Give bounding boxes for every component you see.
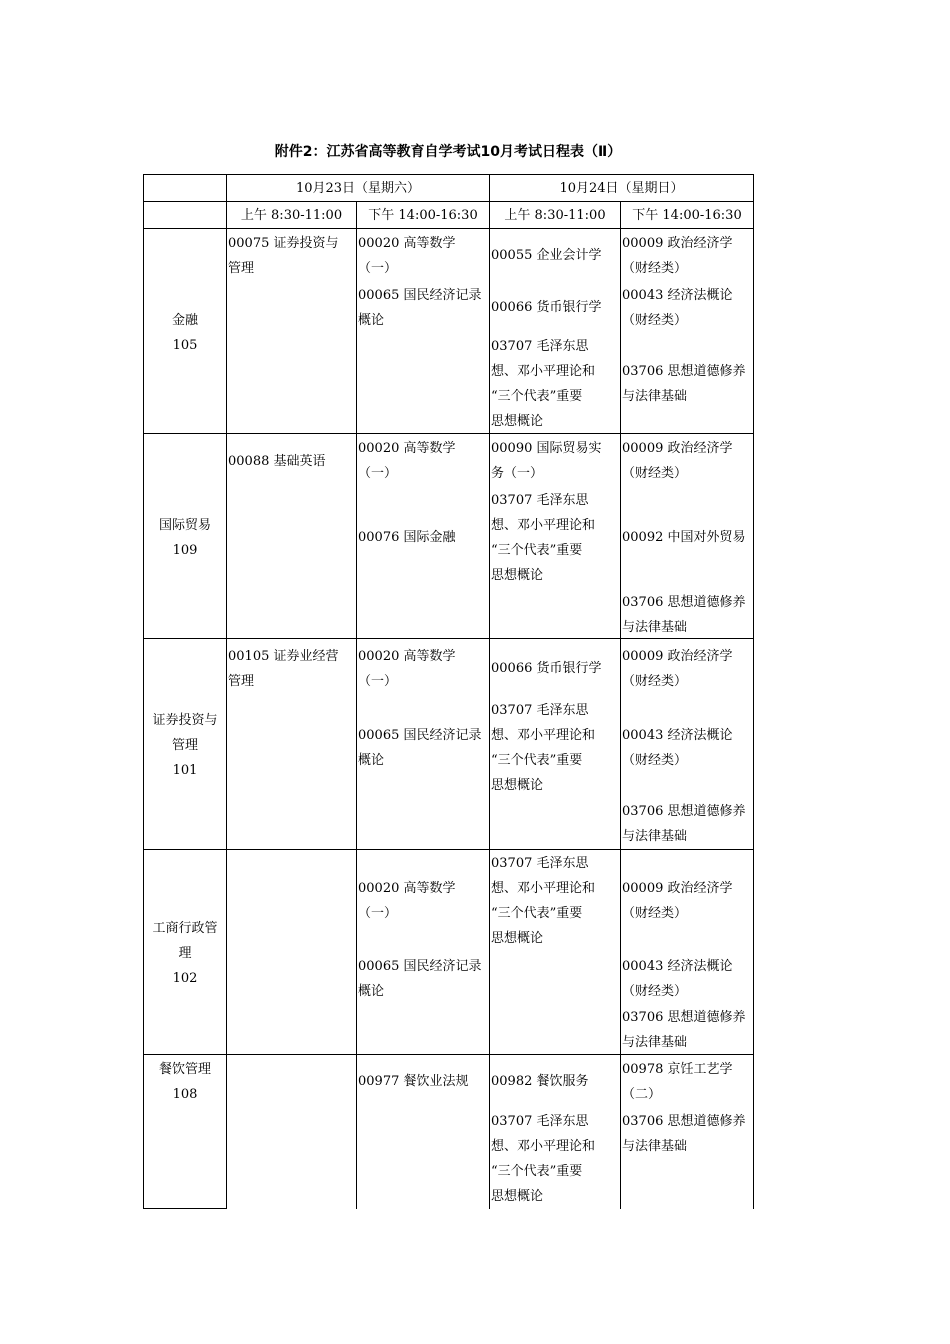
exam-entry: 00090 国际贸易实 务（一） xyxy=(491,441,602,481)
table-rule xyxy=(143,228,754,229)
exam-entry: 00043 经济法概论 （财经类） xyxy=(622,728,733,768)
exam-entry: 03706 思想道德修养 与法律基础 xyxy=(622,595,746,635)
exam-entry: 00978 京饪工艺学 （二） xyxy=(622,1062,733,1102)
exam-entry: 03706 思想道德修养 与法律基础 xyxy=(622,364,746,404)
page-title: 附件2：江苏省高等教育自学考试10月考试日程表（Ⅱ） xyxy=(274,144,622,160)
table-rule xyxy=(143,849,754,850)
exam-entry: 00075 证券投资与 管理 xyxy=(228,236,339,276)
header-day1: 10月23日（星期六） xyxy=(295,181,421,196)
exam-entry: 00066 货币银行学 xyxy=(491,300,602,315)
exam-entry: 00009 政治经济学 （财经类） xyxy=(622,649,733,689)
exam-entry: 00977 餐饮业法规 xyxy=(358,1074,469,1089)
exam-entry: 00055 企业会计学 xyxy=(491,248,602,263)
table-rule xyxy=(356,201,357,1209)
exam-entry: 00020 高等数学 （一） xyxy=(358,649,456,689)
exam-entry: 03706 思想道德修养 与法律基础 xyxy=(622,804,746,844)
table-rule xyxy=(226,174,227,1209)
exam-entry: 00009 政治经济学 （财经类） xyxy=(622,441,733,481)
header-day1-pm: 下午 14:00-16:30 xyxy=(368,208,478,223)
exam-entry: 00009 政治经济学 （财经类） xyxy=(622,236,733,276)
exam-entry: 03707 毛泽东思 想、邓小平理论和 “三个代表”重要 思想概论 xyxy=(491,703,596,793)
exam-entry: 03707 毛泽东思 想、邓小平理论和 “三个代表”重要 思想概论 xyxy=(491,339,596,429)
major-cell: 国际贸易 109 xyxy=(158,518,211,558)
exam-entry: 00020 高等数学 （一） xyxy=(358,881,456,921)
exam-entry: 00105 证券业经营 管理 xyxy=(228,649,339,689)
exam-entry: 00092 中国对外贸易 xyxy=(622,530,746,545)
exam-entry: 03706 思想道德修养 与法律基础 xyxy=(622,1010,746,1050)
exam-entry: 00020 高等数学 （一） xyxy=(358,441,456,481)
exam-entry: 00066 货币银行学 xyxy=(491,661,602,676)
header-day2: 10月24日（星期日） xyxy=(559,181,684,196)
table-rule xyxy=(143,201,754,202)
exam-entry: 00043 经济法概论 （财经类） xyxy=(622,288,733,328)
table-rule xyxy=(143,174,754,175)
header-day2-am: 上午 8:30-11:00 xyxy=(504,208,606,223)
header-day1-am: 上午 8:30-11:00 xyxy=(240,208,343,223)
exam-entry: 00043 经济法概论 （财经类） xyxy=(622,959,733,999)
table-rule xyxy=(620,201,621,1209)
exam-entry: 00065 国民经济记录 概论 xyxy=(358,728,482,768)
table-rule xyxy=(143,433,754,434)
exam-entry: 00065 国民经济记录 概论 xyxy=(358,959,482,999)
major-cell: 工商行政管 理 102 xyxy=(152,921,218,986)
exam-entry: 00065 国民经济记录 概论 xyxy=(358,288,482,328)
exam-entry: 03706 思想道德修养 与法律基础 xyxy=(622,1114,746,1154)
exam-entry: 00982 餐饮服务 xyxy=(491,1074,589,1089)
exam-entry: 03707 毛泽东思 想、邓小平理论和 “三个代表”重要 思想概论 xyxy=(491,1114,596,1204)
exam-entry: 00009 政治经济学 （财经类） xyxy=(622,881,733,921)
exam-entry: 00088 基础英语 xyxy=(228,454,326,469)
table-rule xyxy=(489,174,490,1209)
exam-entry: 00020 高等数学 （一） xyxy=(358,236,456,276)
major-cell: 证券投资与 管理 101 xyxy=(152,713,218,778)
table-rule xyxy=(143,1208,227,1209)
exam-entry: 03707 毛泽东思 想、邓小平理论和 “三个代表”重要 思想概论 xyxy=(491,493,596,583)
exam-entry: 03707 毛泽东思 想、邓小平理论和 “三个代表”重要 思想概论 xyxy=(491,856,596,946)
major-cell: 金融 105 xyxy=(171,313,198,353)
header-day2-pm: 下午 14:00-16:30 xyxy=(632,208,742,223)
major-cell: 餐饮管理 108 xyxy=(158,1062,211,1102)
exam-entry: 00076 国际金融 xyxy=(358,530,456,545)
